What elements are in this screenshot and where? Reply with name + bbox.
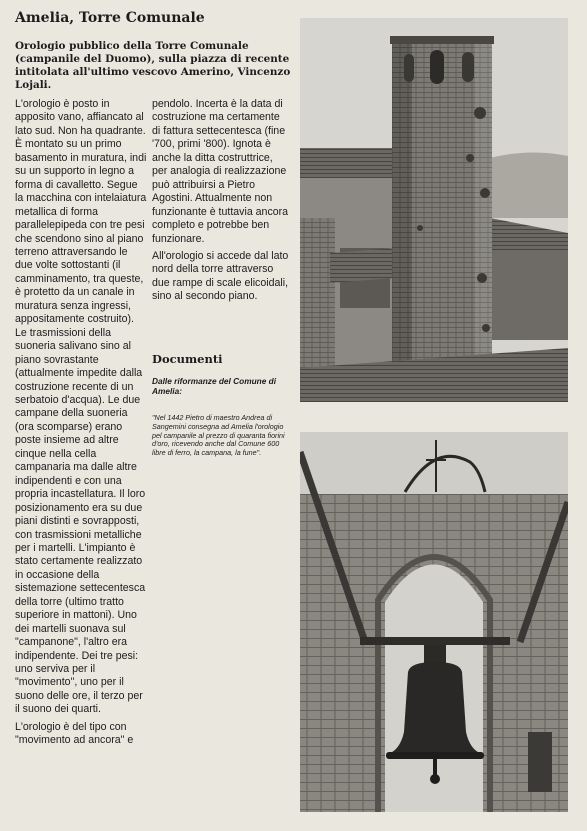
tower-photo xyxy=(300,18,568,402)
documents-heading: Documenti xyxy=(152,352,223,366)
body-paragraph: All'orologio si accede dal lato nord della torre attraverso due rampe di scale elicoidali, sino al secondo piano. xyxy=(152,249,289,303)
body-column-right xyxy=(152,98,290,308)
documents-quote: "Nel 1442 Pietro di maestro Andrea di Sangemini consegna ad Amelia l'orologio pel campanile al prezzo di quaranta fiorini d'oro, ricevendo anche dal Comune 600 libre di ferro, la campana, la fune". xyxy=(152,413,285,458)
body-paragraph: L'orologio è posto in apposito vano, affiancato al lato sud. Non ha quadrante. È montato su un primo basamento in muratura, indi su un supporto in legno a forma di cavalletto. Segue la macchina con intelaiatura metallica di forma parallelepipeda con tre pesi che scendono sino al piano terreno attraversando le due volte sottostanti (il camminamento, tra queste, è protetto da un canale in muratura senza ingressi, appositamente costruito). Le trasmissioni della suoneria salivano sino al piano sovrastante (attualmente impedite dalla costruzione recente di un serbatoio d'acqua). Le due campane della suoneria (ora scomparse) erano poste insieme ad altre cinque nella cella campanaria ma dalle altre indipendenti e con una propria incastellatura. Il loro posizionamento era su due piani distinti e sovrapposti, con trasmissioni metalliche per i martelli. L'impianto è stato certamente realizzato in occasione della sistemazione settecentesca della torre (ultimo tratto superiore in mattoni). Uno dei martelli suonava sul "campanone", l'altro era indipendente. Dei tre pesi: uno serviva per il "movimento", uno per il suono delle ore, il terzo per il suono dei quarti. xyxy=(15,98,147,716)
body-paragraph: L'orologio è del tipo con "movimento ad ancora" e xyxy=(15,720,134,747)
documents-source: Dalle riformanze del Comune di Amelia: xyxy=(152,376,277,396)
page-title: Amelia, Torre Comunale xyxy=(15,10,205,26)
body-paragraph: pendolo. Incerta è la data di costruzione ma certamente di fattura settecentesca (fine '700, primi '800). Ignota è anche la ditta costruttrice, per analogia di realizzazione può attribuirsi a Pietro Agostini. Attualmente non funzionante è tuttavia ancora completo e potrebbe ben funzionare. xyxy=(152,98,289,245)
page-subtitle: Orologio pubblico della Torre Comunale (campanile del Duomo), sulla piazza di recente intitolata all'ultimo vescovo Amerino, Vincenzo Lojali. xyxy=(15,40,291,91)
body-column-left xyxy=(15,98,148,752)
tower-image xyxy=(300,18,568,402)
bell-photo xyxy=(300,432,568,812)
bell-image xyxy=(300,432,568,812)
